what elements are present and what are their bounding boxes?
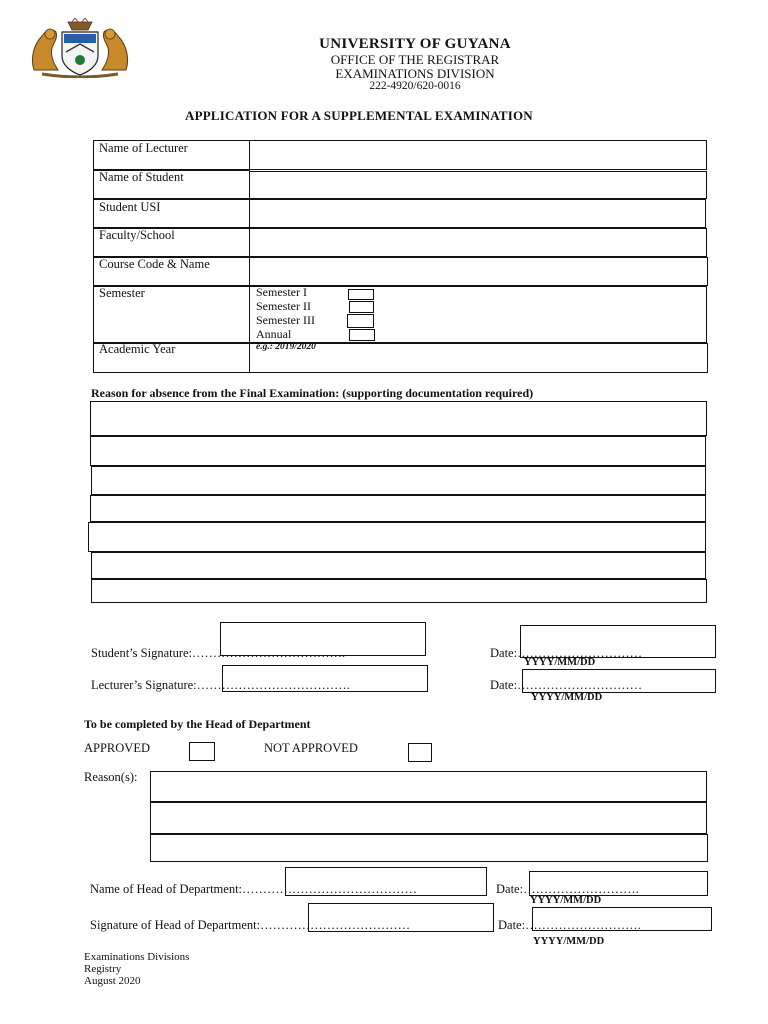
hod-date-field-1[interactable] xyxy=(529,871,708,896)
lecturer-name-label: Name of Lecturer xyxy=(99,141,188,155)
semester-1-label: Semester I xyxy=(256,285,307,299)
academic-year-field[interactable] xyxy=(249,343,708,373)
not-approved-checkbox[interactable] xyxy=(408,743,432,762)
annual-label: Annual xyxy=(256,327,292,341)
approved-label: APPROVED xyxy=(84,741,150,755)
reason-line-6[interactable] xyxy=(91,552,706,579)
student-date-format: YYYY/MM/DD xyxy=(524,657,596,668)
reason-line-2[interactable] xyxy=(90,436,706,466)
academic-year-label: Academic Year xyxy=(99,342,176,356)
approved-checkbox[interactable] xyxy=(189,742,215,761)
course-field[interactable] xyxy=(249,257,708,286)
semester-label: Semester xyxy=(99,286,145,300)
hod-reason-line-3[interactable] xyxy=(150,834,708,862)
student-name-field[interactable] xyxy=(249,171,707,199)
hod-reason-line-2[interactable] xyxy=(150,802,707,834)
hod-date-format-1: YYYY/MM/DD xyxy=(530,895,602,906)
form-title: APPLICATION FOR A SUPPLEMENTAL EXAMINATION xyxy=(185,108,533,123)
lecturer-signature-label: Lecturer’s Signature:………………………………. xyxy=(91,678,350,692)
reason-line-3[interactable] xyxy=(91,466,706,495)
lecturer-date-format: YYYY/MM/DD xyxy=(531,692,603,703)
semester-2-label: Semester II xyxy=(256,299,311,313)
hod-heading: To be completed by the Head of Department xyxy=(84,717,311,731)
reason-line-1[interactable] xyxy=(90,401,707,436)
office-name: OFFICE OF THE REGISTRAR xyxy=(330,52,500,67)
hod-date-format-2: YYYY/MM/DD xyxy=(533,936,605,947)
semester-field xyxy=(249,286,707,343)
faculty-field[interactable] xyxy=(249,228,707,257)
hod-date-label-2: Date:………………………. xyxy=(498,918,641,932)
reason-heading: Reason for absence from the Final Examination: (supporting documentation required) xyxy=(91,386,534,400)
student-usi-field[interactable] xyxy=(249,199,706,228)
semester-3-checkbox[interactable] xyxy=(347,314,374,328)
academic-year-hint: e.g.: 2019/2020 xyxy=(256,342,316,352)
hod-name-field[interactable] xyxy=(285,867,487,896)
lecturer-name-field[interactable] xyxy=(249,140,707,170)
footer-line-1: Examinations Divisions xyxy=(84,951,190,963)
faculty-label: Faculty/School xyxy=(99,228,175,242)
student-signature-field[interactable] xyxy=(220,622,426,656)
annual-checkbox[interactable] xyxy=(349,329,375,341)
semester-3-label: Semester III xyxy=(256,313,315,327)
footer-line-2: Registry xyxy=(84,963,122,975)
hod-date-label-1: Date:………………………. xyxy=(496,882,639,896)
student-signature-label: Student’s Signature:………………………………. xyxy=(91,646,346,660)
hod-date-field-2[interactable] xyxy=(532,907,712,931)
hod-reason-line-1[interactable] xyxy=(150,771,707,802)
not-approved-label: NOT APPROVED xyxy=(264,741,358,755)
phone-number: 222-4920/620-0016 xyxy=(369,80,461,92)
lecturer-date-label: Date:………………………… xyxy=(490,678,643,692)
course-label: Course Code & Name xyxy=(99,257,210,271)
lecturer-date-field[interactable] xyxy=(522,669,716,693)
reason-line-5[interactable] xyxy=(88,522,706,552)
university-name: UNIVERSITY OF GUYANA xyxy=(319,36,511,52)
student-date-field[interactable] xyxy=(520,625,716,658)
reason-line-4[interactable] xyxy=(90,495,706,522)
student-usi-label: Student USI xyxy=(99,200,161,214)
division-name: EXAMINATIONS DIVISION xyxy=(335,66,495,81)
reason-line-7[interactable] xyxy=(91,579,707,603)
reasons-label: Reason(s): xyxy=(84,770,138,784)
semester-1-checkbox[interactable] xyxy=(348,289,374,300)
hod-signature-label: Signature of Head of Department:……………………………… xyxy=(90,918,411,932)
hod-signature-field[interactable] xyxy=(308,903,494,932)
student-name-label: Name of Student xyxy=(99,170,184,184)
lecturer-signature-field[interactable] xyxy=(222,665,428,692)
student-date-label: Date:………………………… xyxy=(490,646,643,660)
semester-2-checkbox[interactable] xyxy=(349,301,374,313)
footer-line-3: August 2020 xyxy=(84,975,141,987)
hod-name-label: Name of Head of Department:…………………………………… xyxy=(90,882,418,896)
